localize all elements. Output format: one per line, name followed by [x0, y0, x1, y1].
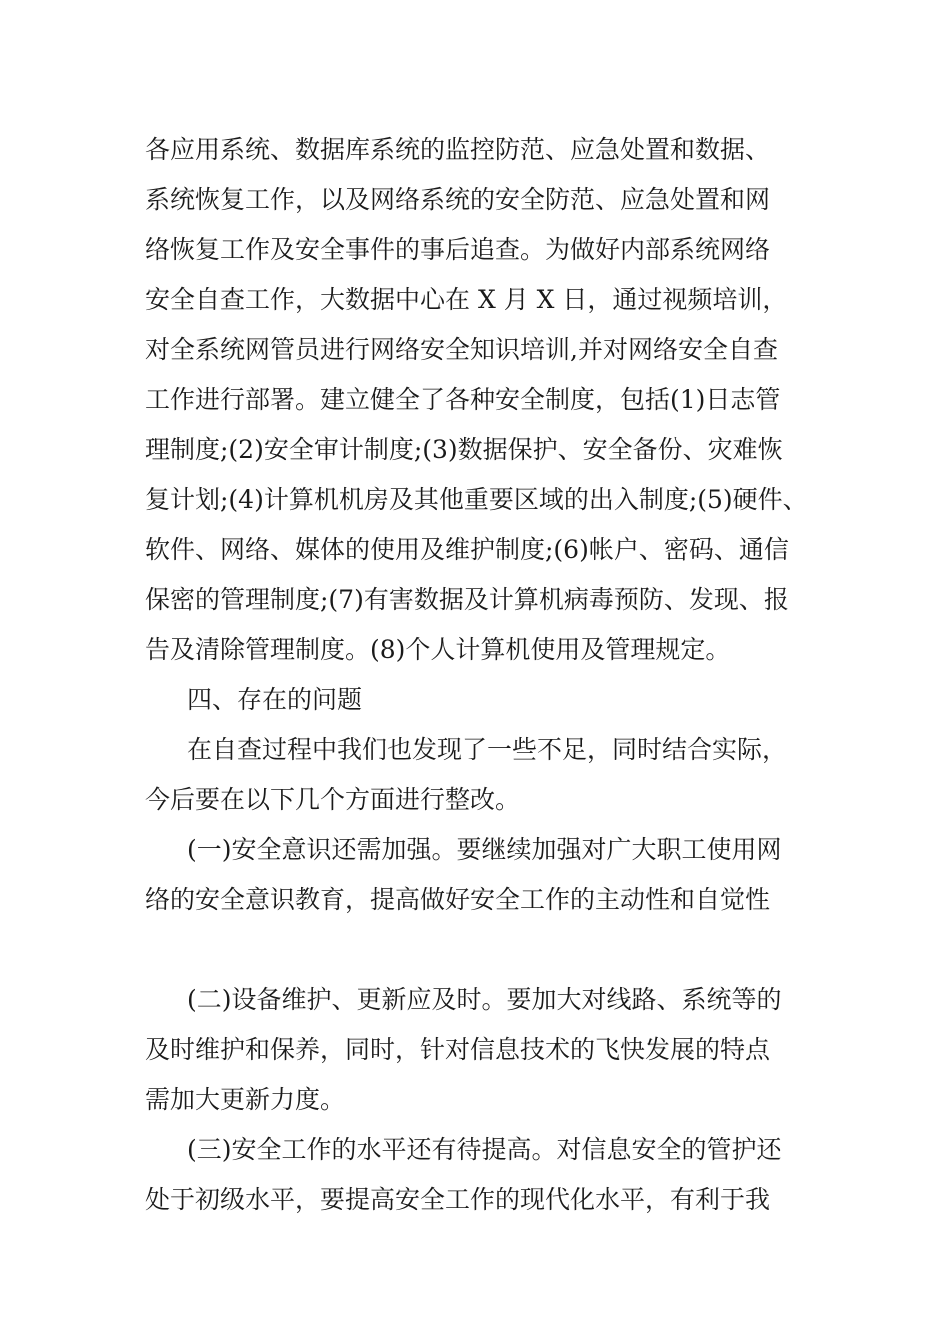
text-line: (一)安全意识还需加强。要继续加强对广大职工使用网 [187, 835, 782, 864]
text-line: 理制度;(2)安全审计制度;(3)数据保护、安全备份、灾难恢 [145, 435, 783, 464]
text-line: 告及清除管理制度。(8)个人计算机使用及管理规定。 [145, 635, 731, 664]
text-line: 络的安全意识教育，提高做好安全工作的主动性和自觉性 [145, 885, 771, 914]
text-line: 安全自查工作，大数据中心在 X 月 X 日，通过视频培训， [145, 285, 788, 314]
text-line: (三)安全工作的水平还有待提高。对信息安全的管护还 [187, 1135, 782, 1164]
text-line: 今后要在以下几个方面进行整改。 [145, 785, 521, 814]
text-line: 复计划;(4)计算机机房及其他重要区域的出入制度;(5)硬件、 [145, 485, 808, 514]
text-line: 系统恢复工作，以及网络系统的安全防范、应急处置和网 [145, 185, 771, 214]
text-line: 各应用系统、数据库系统的监控防范、应急处置和数据、 [145, 135, 771, 164]
text-line: 络恢复工作及安全事件的事后追查。为做好内部系统网络 [145, 235, 771, 264]
text-line: 对全系统网管员进行网络安全知识培训,并对网络安全自查 [145, 335, 778, 364]
text-line: 需加大更新力度。 [145, 1085, 346, 1114]
text-line: 在自查过程中我们也发现了一些不足，同时结合实际， [187, 735, 788, 764]
text-line: 软件、网络、媒体的使用及维护制度;(6)帐户、密码、通信 [145, 535, 789, 564]
text-line: 处于初级水平，要提高安全工作的现代化水平，有利于我 [145, 1185, 771, 1214]
text-line: (二)设备维护、更新应及时。要加大对线路、系统等的 [187, 985, 782, 1014]
section-heading: 四、存在的问题 [187, 685, 363, 714]
text-line: 及时维护和保养，同时，针对信息技术的飞快发展的特点 [145, 1035, 771, 1064]
text-line: 工作进行部署。建立健全了各种安全制度，包括(1)日志管 [145, 385, 781, 414]
text-line: 保密的管理制度;(7)有害数据及计算机病毒预防、发现、报 [145, 585, 789, 614]
